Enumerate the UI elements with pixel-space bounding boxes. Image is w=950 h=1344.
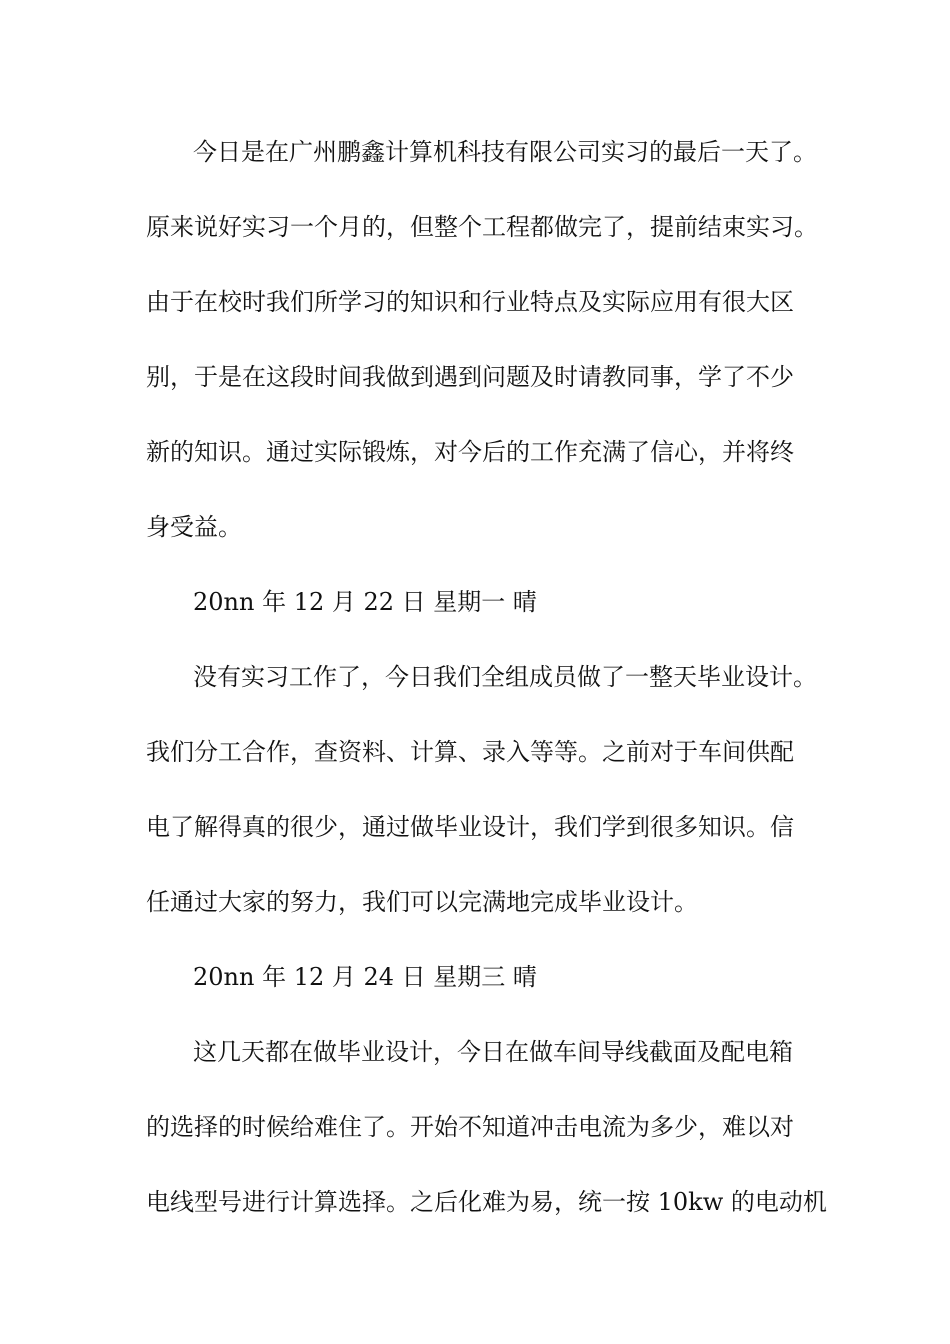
text-line: 别，于是在这段时间我做到遇到问题及时请教同事，学了不少 [146, 363, 794, 391]
text-line: 新的知识。通过实际锻炼，对今后的工作充满了信心，并将终 [146, 438, 794, 466]
text-line: 由于在校时我们所学习的知识和行业特点及实际应用有很大区 [146, 288, 794, 316]
text-line: 身受益。 [146, 513, 242, 541]
text-line: 我们分工合作，查资料、计算、录入等等。之前对于车间供配 [146, 738, 794, 766]
text-line: 原来说好实习一个月的，但整个工程都做完了，提前结束实习。 [146, 213, 818, 241]
text-line: 今日是在广州鹏鑫计算机科技有限公司实习的最后一天了。 [193, 138, 817, 166]
diary-date-heading: 20nn 年 12 月 22 日 星期一 晴 [193, 588, 537, 616]
text-line: 电线型号进行计算选择。之后化难为易，统一按 10kw 的电动机 [146, 1188, 827, 1216]
text-line: 的选择的时候给难住了。开始不知道冲击电流为多少，难以对 [146, 1113, 794, 1141]
diary-date-heading: 20nn 年 12 月 24 日 星期三 晴 [193, 963, 537, 991]
text-line: 任通过大家的努力，我们可以完满地完成毕业设计。 [146, 888, 698, 916]
text-line: 电了解得真的很少，通过做毕业设计，我们学到很多知识。信 [146, 813, 794, 841]
text-line: 这几天都在做毕业设计，今日在做车间导线截面及配电箱 [193, 1038, 793, 1066]
text-line: 没有实习工作了，今日我们全组成员做了一整天毕业设计。 [193, 663, 817, 691]
